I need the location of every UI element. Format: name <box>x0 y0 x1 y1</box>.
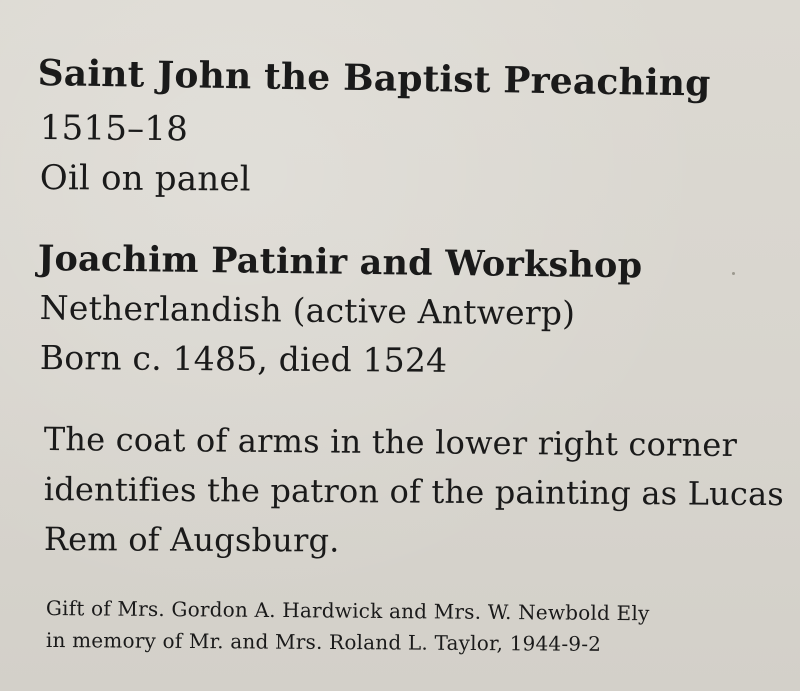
artist-nationality: Netherlandish (active Antwerp) <box>39 288 576 333</box>
description-line: Rem of Augsburg. <box>43 520 340 560</box>
artwork-medium: Oil on panel <box>39 158 251 200</box>
credit-line: in memory of Mr. and Mrs. Roland L. Taylor, 1944-9-2 <box>45 628 602 656</box>
artwork-title: Saint John the Baptist Preaching <box>37 52 711 105</box>
description-line: The coat of arms in the lower right corner <box>43 420 738 465</box>
artwork-date: 1515–18 <box>39 108 189 150</box>
artist-name: Joachim Patinir and Workshop <box>37 238 643 287</box>
description-line: identifies the patron of the painting as Lucas <box>43 470 785 514</box>
credit-line: Gift of Mrs. Gordon A. Hardwick and Mrs. W. Newbold Ely <box>45 596 650 626</box>
artist-lifespan: Born c. 1485, died 1524 <box>39 338 448 380</box>
wall-speck <box>732 272 735 275</box>
